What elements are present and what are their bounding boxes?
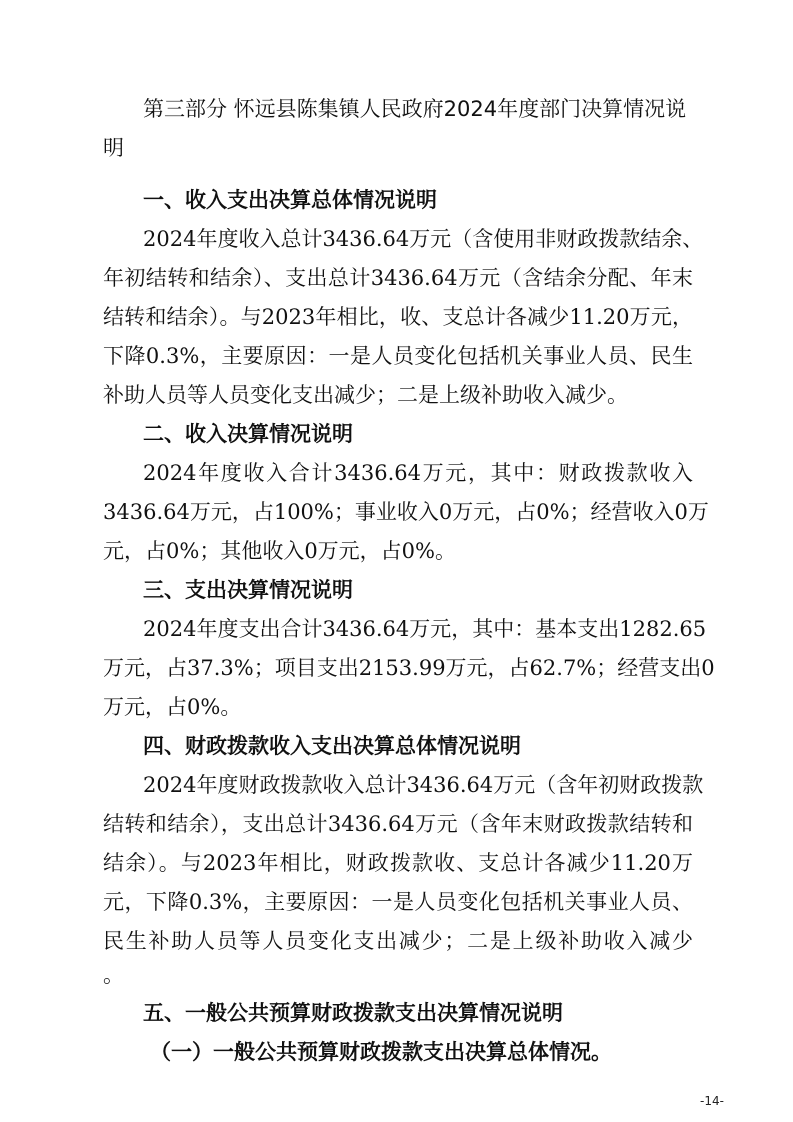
section-heading-4: 四、财政拨款收入支出决算总体情况说明 (143, 734, 521, 758)
paragraph-line: 万元，占37.3%；项目支出2153.99万元，占62.7%；经营支出0 (103, 656, 715, 680)
page-title-line-1: 第三部分 怀远县陈集镇人民政府2024年度部门决算情况说 (143, 97, 687, 121)
paragraph-line: 结转和结余）。与2023年相比，收、支总计各减少11.20万元， (103, 305, 693, 329)
paragraph-line: 元，占0%；其他收入0万元，占0%。 (103, 539, 456, 563)
paragraph-line: 2024年度收入合计3436.64万元，其中：财政拨款收入 (143, 461, 693, 485)
paragraph-line: 结转和结余），支出总计3436.64万元（含年末财政拨款结转和 (103, 812, 693, 836)
paragraph-line: 。 (103, 963, 124, 987)
subsection-heading: （一）一般公共预算财政拨款支出决算总体情况。 (150, 1040, 612, 1064)
section-heading-2: 二、收入决算情况说明 (143, 422, 353, 446)
paragraph-line: 下降0.3%，主要原因：一是人员变化包括机关事业人员、民生 (103, 344, 693, 368)
paragraph-line: 2024年度支出合计3436.64万元，其中：基本支出1282.65 (143, 617, 707, 641)
paragraph-line: 结余）。与2023年相比，财政拨款收、支总计各减少11.20万 (103, 851, 693, 875)
paragraph-line: 年初结转和结余）、支出总计3436.64万元（含结余分配、年末 (103, 266, 693, 290)
paragraph-line: 2024年度收入总计3436.64万元（含使用非财政拨款结余、 (143, 227, 704, 251)
section-heading-5: 五、一般公共预算财政拨款支出决算情况说明 (143, 1001, 563, 1025)
paragraph-line: 补助人员等人员变化支出减少；二是上级补助收入减少。 (103, 383, 628, 407)
paragraph-line: 民生补助人员等人员变化支出减少；二是上级补助收入减少 (103, 929, 693, 953)
page-number: -14- (700, 1094, 724, 1108)
paragraph-line: 元，下降0.3%，主要原因：一是人员变化包括机关事业人员、 (103, 890, 693, 914)
section-heading-3: 三、支出决算情况说明 (143, 578, 353, 602)
paragraph-line: 万元，占0%。 (103, 695, 242, 719)
paragraph-line: 2024年度财政拨款收入总计3436.64万元（含年初财政拨款 (143, 773, 704, 797)
section-heading-1: 一、收入支出决算总体情况说明 (143, 188, 437, 212)
page-title-line-2: 明 (103, 136, 124, 160)
paragraph-line: 3436.64万元，占100%；事业收入0万元，占0%；经营收入0万 (103, 500, 709, 524)
